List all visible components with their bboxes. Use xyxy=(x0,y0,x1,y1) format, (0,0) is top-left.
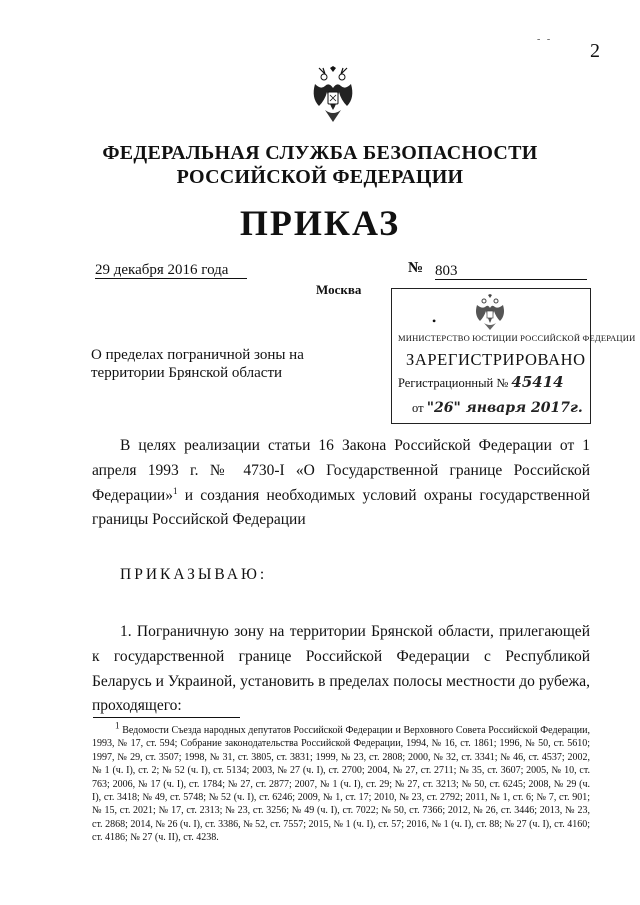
stamp-from-label: от xyxy=(412,401,424,415)
order-number: 803 xyxy=(435,263,587,280)
double-headed-eagle-emblem-icon xyxy=(311,64,355,126)
document-type-title: ПРИКАЗ xyxy=(239,203,401,243)
stamp-number-label: Регистрационный № xyxy=(398,376,509,390)
stamp-date-row xyxy=(412,400,583,416)
preamble-paragraph xyxy=(92,434,590,533)
top-mark: - - xyxy=(537,34,553,45)
organization-line-1: ФЕДЕРАЛЬНАЯ СЛУЖБА БЕЗОПАСНОСТИ xyxy=(102,142,538,164)
preamble-text-2: и создания необходимых условий охраны государственной границы Российской Федерации xyxy=(92,486,590,529)
stamp-eagle-icon xyxy=(474,293,506,331)
registration-stamp xyxy=(391,288,636,424)
stamp-registration-number-row xyxy=(398,373,564,391)
organization-line-2: РОССИЙСКОЙ ФЕДЕРАЦИИ xyxy=(176,166,464,188)
footnote-marker: 1 xyxy=(115,720,120,731)
order-subject: О пределах пограничной зоны на территории Брянской области xyxy=(91,347,304,381)
stamp-number-handwritten: 45414 xyxy=(511,373,564,391)
orders-heading: ПРИКАЗЫВАЮ: xyxy=(120,566,268,583)
preamble-text-1: В целях реализации статьи 16 Закона Российской Федерации от 1 апреля 1993 г. № 4730-I «О Государственной границе Российской Федерации» xyxy=(92,437,590,504)
stamp-date-handwritten: "26" января 2017г. xyxy=(426,400,583,416)
stamp-ministry: МИНИСТЕРСТВО ЮСТИЦИИ РОССИЙСКОЙ ФЕДЕРАЦИИ xyxy=(398,333,636,343)
page-number: 2 xyxy=(590,40,600,62)
order-city: Москва xyxy=(316,282,362,297)
footnote-divider xyxy=(93,717,240,718)
footnote xyxy=(92,720,590,845)
stamp-status: ЗАРЕГИСТРИРОВАНО xyxy=(406,350,586,369)
order-number-label: № xyxy=(408,260,424,276)
order-date: 29 декабря 2016 года xyxy=(95,262,247,279)
footnote-reference: 1 xyxy=(172,485,178,496)
footnote-text: Ведомости Съезда народных депутатов Российской Федерации и Верховного Совета Российской Федерации, 1993, № 17, ст. 594; Собрание законодательства Российской Федерации, 1994, № 16, ст. 1861; 1996, № 50, ст. 5610; 1997, № 29, ст. 3507; 1998, № 31, ст. 3805, ст. 3831; 1999, № 23, ст. 2808; 2000, № 32, ст. 3341; № 46, ст. 4537; 2002, № 1 (ч. I), ст. 2; № 52 (ч. I), ст. 5134; 2003, № 27 (ч. I), ст. 2700; 2004, № 27, ст. 2711; № 35, ст. 3607; 2005, № 10, ст. 763; 2006, № 17 (ч. I), ст. 1784; № 27, ст. 2877; 2007, № 1 (ч. I), ст. 29; № 27, ст. 3213; № 50, ст. 6245; 2008, № 29 (ч. I), ст. 3418; № 49, ст. 5748; № 52 (ч. I), ст. 6246; 2009, № 1, ст. 17; 2010, № 23, ст. 2792; 2011, № 1, ст. 6; № 7, ст. 901; № 15, ст. 2021; № 17, ст. 2313; № 23, ст. 3256; № 49 (ч. I), ст. 7022; № 50, ст. 7366; 2012, № 26, ст. 3446; 2013, № 23, ст. 2868; 2014, № 26 (ч. I), ст. 3386, № 52, ст. 7557; 2015, № 1 (ч. I), ст. 57; 2016, № 1 (ч. I), ст. 88; № 27 (ч. I), ст. 4160; ст. 4186; № 27 (ч. II), ст. 4238. xyxy=(92,725,590,844)
item-1-paragraph: 1. Пограничную зону на территории Брянской области, прилегающей к государственной границе Российской Федерации с Республикой Беларусь и Украиной, установить в пределах полосы местности до рубежа, проходящего: xyxy=(92,623,590,715)
stamp-dot: • xyxy=(432,314,437,328)
